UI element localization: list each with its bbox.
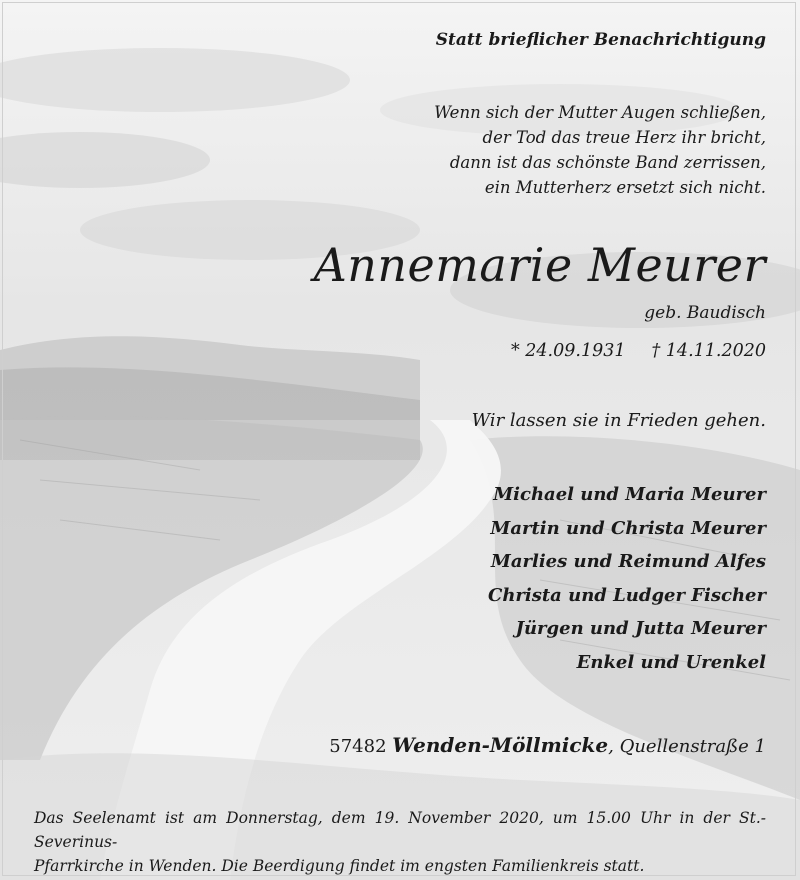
birth-name: geb. Baudisch [644,303,766,323]
funeral-notice-line: Pfarrkirche in Wenden. Die Beerdigung findet im engsten Familienkreis statt. [34,857,645,875]
mourner-entry: Michael und Maria Meurer [493,484,766,505]
city: Wenden-Möllmicke [392,733,609,757]
street: Quellenstraße 1 [619,736,766,757]
poem-line: dann ist das schönste Band zerrissen, [449,153,766,172]
poem-line: der Tod das treue Herz ihr bricht, [482,128,766,147]
mourner-entry: Marlies und Reimund Alfes [490,551,766,573]
mourner-entry: Christa und Ludger Fischer [488,584,766,606]
postal-code: 57482 [329,736,387,757]
mourner-entry: Martin und Christa Meurer [490,517,766,539]
poem [434,100,766,200]
mourner-entry: Enkel und Urenkel [576,651,766,673]
life-dates [511,341,766,361]
notice-header: Statt brieflicher Benachrichtigung [435,30,766,50]
farewell-line: Wir lassen sie in Frieden gehen. [471,410,766,431]
funeral-notice-line: Das Seelenamt ist am Donnerstag, dem 19. November 2020, um 15.00 Uhr in der St.-Severinus- [34,809,766,851]
mourners-list [488,478,766,680]
poem-line: ein Mutterherz ersetzt sich nicht. [484,178,766,197]
poem-line: Wenn sich der Mutter Augen schließen, [434,103,766,122]
funeral-notice [34,806,766,878]
family-address: 57482 Wenden-Möllmicke, Quellenstraße 1 [329,733,766,757]
death-date: † 14.11.2020 [651,341,766,361]
birth-date: * 24.09.1931 [510,341,626,361]
deceased-name: Annemarie Meurer [313,238,766,292]
mourner-entry: Jürgen und Jutta Meurer [515,618,766,640]
